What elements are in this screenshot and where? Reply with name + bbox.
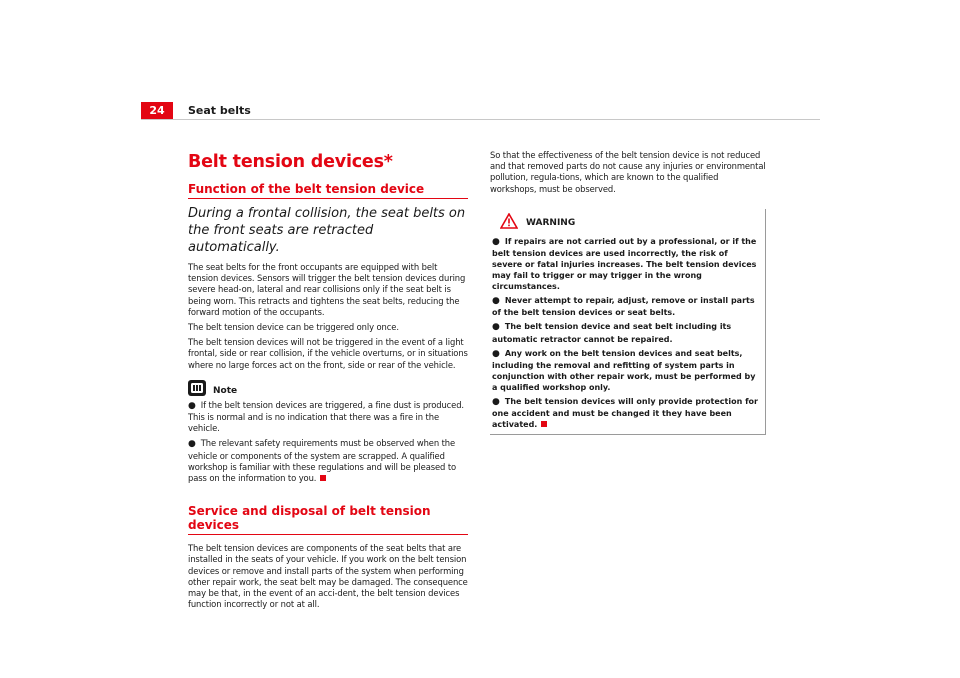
body-paragraph: The belt tension device can be triggered only once.	[188, 322, 399, 333]
right-column	[490, 150, 766, 435]
section-title: Belt tension devices*	[188, 152, 393, 172]
bullet-icon: ●	[492, 397, 500, 408]
warning-item-text: If repairs are not carried out by a professional, or if the belt tension devices are used incorrectly, the risk of severe or fatal injuries increases. The belt tension devices may fail to trigger or may trigger in the wrong circumstances.	[492, 236, 757, 292]
bullet-icon: ●	[188, 439, 196, 450]
note-item	[188, 438, 468, 484]
warning-item	[492, 295, 759, 318]
note-item-text: If the belt tension devices are triggered, a fine dust is produced. This is normal and is no indication that there was a fire in the vehicle.	[188, 399, 464, 434]
bullet-icon: ●	[492, 236, 500, 247]
warning-item-text: The belt tension devices will only provide protection for one accident and must be changed it they have been activated.	[492, 397, 758, 430]
warning-label: WARNING	[526, 217, 576, 228]
subsection-heading-service: Service and disposal of belt tension devices	[188, 504, 468, 535]
body-paragraph: The seat belts for the front occupants are equipped with belt tension devices. Sensors will trigger the belt tension devices during severe head-on, lateral and rear collisions only if the seat belt is being worn. This retracts and tightens the seat belts, reducing the forward motion of the occupants.	[188, 262, 466, 317]
warning-item-text: The belt tension device and seat belt including its automatic retractor cannot be repaired.	[492, 322, 732, 344]
header-rule	[141, 119, 820, 120]
body-paragraph: The belt tension devices are components of the seat belts that are installed in the seats of your vehicle. If you work on the belt tension devices or remove and install parts of the system when performing other repair work, the seat belt may be damaged. The consequence may be that, in the event of an acci-dent, the belt tension devices function incorrectly or not at all.	[188, 543, 468, 610]
note-label: Note	[213, 385, 238, 396]
warning-triangle-icon	[500, 213, 518, 233]
note-header	[188, 380, 468, 396]
bullet-icon: ●	[492, 296, 500, 307]
body-paragraph: The belt tension devices will not be triggered in the event of a light frontal, side or rear collision, if the vehicle overturns, or in situations where no large forces act on the front, side or rear of the vehicle.	[188, 337, 468, 370]
warning-item	[492, 396, 759, 430]
warning-item-text: Any work on the belt tension devices and seat belts, including the removal and refitting of system parts in conjunction with other repair work, must be performed by a qualified workshop only.	[492, 348, 756, 392]
body-paragraph: So that the effectiveness of the belt tension device is not reduced and that removed parts do not cause any injuries or environmental pollution, regula-tions, which are known to the qualified workshops, must be observed.	[490, 150, 766, 194]
subsection-heading-function: Function of the belt tension device	[188, 182, 468, 199]
note-item-text: The relevant safety requirements must be observed when the vehicle or components of the system are scrapped. A qualified workshop is familiar with these regulations and will be pleased to pass on the information to you.	[188, 438, 457, 484]
page-number: 24	[141, 102, 173, 120]
end-of-section-icon	[541, 421, 547, 427]
left-column	[188, 150, 468, 614]
warning-item-text: Never attempt to repair, adjust, remove or install parts of the belt tension devices or seat belts.	[492, 296, 755, 318]
bullet-icon: ●	[188, 400, 196, 411]
warning-box	[490, 209, 766, 436]
running-header: Seat belts	[188, 104, 251, 117]
warning-item	[492, 321, 759, 344]
bullet-icon: ●	[492, 348, 500, 359]
intro-text: During a frontal collision, the seat belts on the front seats are retracted automatically.	[188, 206, 466, 255]
end-of-section-icon	[320, 475, 326, 481]
note-icon	[188, 380, 206, 396]
bullet-icon: ●	[492, 322, 500, 333]
warning-item	[492, 348, 759, 393]
warning-header	[500, 213, 759, 233]
warning-item	[492, 236, 759, 292]
note-item	[188, 400, 468, 435]
